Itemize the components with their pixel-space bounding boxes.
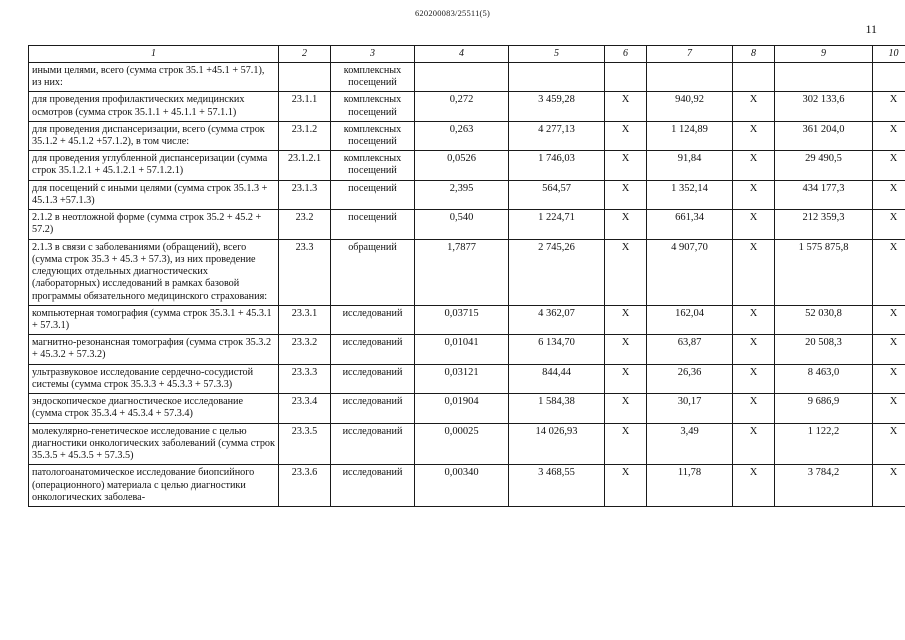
row-col8: X [733,335,775,364]
row-unit: комплексных посещений [331,151,415,180]
row-col7: 30,17 [647,394,733,423]
column-number-3: 3 [331,46,415,63]
column-number-1: 1 [29,46,279,63]
row-col8: X [733,465,775,507]
row-col9: 212 359,3 [775,210,873,239]
row-name: 2.1.2 в неотложной форме (сумма строк 35.2 + 45.2 + 57.2) [29,210,279,239]
table-row [29,121,905,150]
data-table [28,45,905,507]
table-row [29,423,905,465]
row-code: 23.2 [279,210,331,239]
column-number-9: 9 [775,46,873,63]
row-unit: исследований [331,394,415,423]
column-number-5: 5 [509,46,605,63]
table-row [29,394,905,423]
row-name: патологоанатомическое исследование биопсийного (операционного) материала с целью диагностики онкологических заболева- [29,465,279,507]
row-col9 [775,62,873,91]
row-code: 23.1.2 [279,121,331,150]
row-unit: посещений [331,210,415,239]
row-unit: комплексных посещений [331,92,415,121]
row-col8: X [733,121,775,150]
table-row [29,335,905,364]
row-col7: 4 907,70 [647,239,733,305]
column-number-8: 8 [733,46,775,63]
row-col4: 1,7877 [415,239,509,305]
row-col7: 91,84 [647,151,733,180]
row-col10: X [873,92,905,121]
row-col5: 3 459,28 [509,92,605,121]
row-code: 23.1.1 [279,92,331,121]
row-col4: 0,272 [415,92,509,121]
row-col10: X [873,239,905,305]
table-container [28,45,899,507]
document-header-code: 620200083/25511(5) [414,8,491,18]
row-col7: 162,04 [647,305,733,334]
table-row [29,62,905,91]
row-name: ультразвуковое исследование сердечно-сосудистой системы (сумма строк 35.3.3 + 45.3.3 + 57.3.3) [29,364,279,393]
row-col7: 3,49 [647,423,733,465]
row-col6: X [605,335,647,364]
row-col4: 0,03121 [415,364,509,393]
row-col5: 3 468,55 [509,465,605,507]
row-col10: X [873,423,905,465]
row-col5: 1 224,71 [509,210,605,239]
row-unit: исследований [331,364,415,393]
row-col4: 0,0526 [415,151,509,180]
row-col7: 1 124,89 [647,121,733,150]
table-row [29,364,905,393]
row-col9: 9 686,9 [775,394,873,423]
row-col9: 1 122,2 [775,423,873,465]
row-code: 23.3.1 [279,305,331,334]
row-col7 [647,62,733,91]
row-col9: 20 508,3 [775,335,873,364]
row-col5: 564,57 [509,180,605,209]
column-number-10: 10 [873,46,905,63]
row-col5: 2 745,26 [509,239,605,305]
row-code: 23.1.2.1 [279,151,331,180]
row-code: 23.1.3 [279,180,331,209]
row-name: эндоскопическое диагностическое исследование (сумма строк 35.3.4 + 45.3.4 + 57.3.4) [29,394,279,423]
row-col9: 52 030,8 [775,305,873,334]
row-name: 2.1.3 в связи с заболеваниями (обращений), всего (сумма строк 35.3 + 45.3 + 57.3), из них проведение следующих отдельных диагностических (лабораторных) исследований в рамках базовой программы обязательного медицинского страхования: [29,239,279,305]
row-code: 23.3 [279,239,331,305]
row-col10: X [873,335,905,364]
row-name: магнитно-резонансная томография (сумма строк 35.3.2 + 45.3.2 + 57.3.2) [29,335,279,364]
row-code: 23.3.4 [279,394,331,423]
row-col4: 0,01041 [415,335,509,364]
row-col10: X [873,394,905,423]
row-col9: 434 177,3 [775,180,873,209]
row-col4: 0,00025 [415,423,509,465]
row-col5: 844,44 [509,364,605,393]
row-unit: обращений [331,239,415,305]
row-code [279,62,331,91]
row-col8: X [733,364,775,393]
column-number-7: 7 [647,46,733,63]
row-col10: X [873,151,905,180]
table-row [29,239,905,305]
row-col8: X [733,394,775,423]
row-unit: исследований [331,423,415,465]
row-col7: 11,78 [647,465,733,507]
row-name: для проведения профилактических медицинских осмотров (сумма строк 35.1.1 + 45.1.1 + 57.1.1) [29,92,279,121]
row-col4: 2,395 [415,180,509,209]
row-col8 [733,62,775,91]
row-col10 [873,62,905,91]
row-col8: X [733,423,775,465]
table-row [29,465,905,507]
row-col4: 0,01904 [415,394,509,423]
row-col4: 0,00340 [415,465,509,507]
row-col6: X [605,423,647,465]
row-code: 23.3.6 [279,465,331,507]
row-name: для проведения углубленной диспансеризации (сумма строк 35.1.2.1 + 45.1.2.1 + 57.1.2.1) [29,151,279,180]
row-col7: 1 352,14 [647,180,733,209]
row-col6: X [605,210,647,239]
row-col7: 661,34 [647,210,733,239]
table-row [29,180,905,209]
row-col7: 63,87 [647,335,733,364]
row-col6: X [605,92,647,121]
row-col8: X [733,151,775,180]
row-col6 [605,62,647,91]
row-unit: комплексных посещений [331,121,415,150]
row-unit: комплексных посещений [331,62,415,91]
row-col9: 29 490,5 [775,151,873,180]
row-col8: X [733,239,775,305]
row-col5: 1 584,38 [509,394,605,423]
row-col5 [509,62,605,91]
row-name: иными целями, всего (сумма строк 35.1 +45.1 + 57.1), из них: [29,62,279,91]
row-col4: 0,540 [415,210,509,239]
row-col9: 302 133,6 [775,92,873,121]
row-col4 [415,62,509,91]
row-col10: X [873,305,905,334]
row-name: для посещений с иными целями (сумма строк 35.1.3 + 45.1.3 +57.1.3) [29,180,279,209]
row-col10: X [873,210,905,239]
row-code: 23.3.2 [279,335,331,364]
column-number-row [29,46,905,63]
row-col6: X [605,364,647,393]
row-name: молекулярно-генетическое исследование с целью диагностики онкологических заболеваний (сумма строк 35.3.5 + 45.3.5 + 57.3.5) [29,423,279,465]
row-col7: 940,92 [647,92,733,121]
row-col6: X [605,465,647,507]
row-col8: X [733,180,775,209]
row-col6: X [605,394,647,423]
column-number-4: 4 [415,46,509,63]
row-unit: исследований [331,305,415,334]
row-col9: 3 784,2 [775,465,873,507]
row-col10: X [873,121,905,150]
row-unit: исследований [331,335,415,364]
row-col6: X [605,180,647,209]
page-number: 11 [865,22,877,36]
row-col8: X [733,92,775,121]
table-row [29,210,905,239]
row-col8: X [733,210,775,239]
row-col4: 0,263 [415,121,509,150]
row-col5: 6 134,70 [509,335,605,364]
row-col9: 8 463,0 [775,364,873,393]
row-name: компьютерная томография (сумма строк 35.3.1 + 45.3.1 + 57.3.1) [29,305,279,334]
row-col10: X [873,465,905,507]
row-code: 23.3.3 [279,364,331,393]
table-row [29,151,905,180]
row-col6: X [605,239,647,305]
row-col9: 1 575 875,8 [775,239,873,305]
row-unit: посещений [331,180,415,209]
table-row [29,92,905,121]
row-unit: исследований [331,465,415,507]
row-col5: 1 746,03 [509,151,605,180]
row-col6: X [605,305,647,334]
row-col5: 4 277,13 [509,121,605,150]
row-col5: 4 362,07 [509,305,605,334]
column-number-6: 6 [605,46,647,63]
row-col10: X [873,180,905,209]
row-col8: X [733,305,775,334]
table-row [29,305,905,334]
row-col6: X [605,151,647,180]
row-code: 23.3.5 [279,423,331,465]
row-name: для проведения диспансеризации, всего (сумма строк 35.1.2 + 45.1.2 +57.1.2), в том числе: [29,121,279,150]
row-col6: X [605,121,647,150]
row-col9: 361 204,0 [775,121,873,150]
column-number-2: 2 [279,46,331,63]
row-col4: 0,03715 [415,305,509,334]
row-col10: X [873,364,905,393]
row-col5: 14 026,93 [509,423,605,465]
row-col7: 26,36 [647,364,733,393]
